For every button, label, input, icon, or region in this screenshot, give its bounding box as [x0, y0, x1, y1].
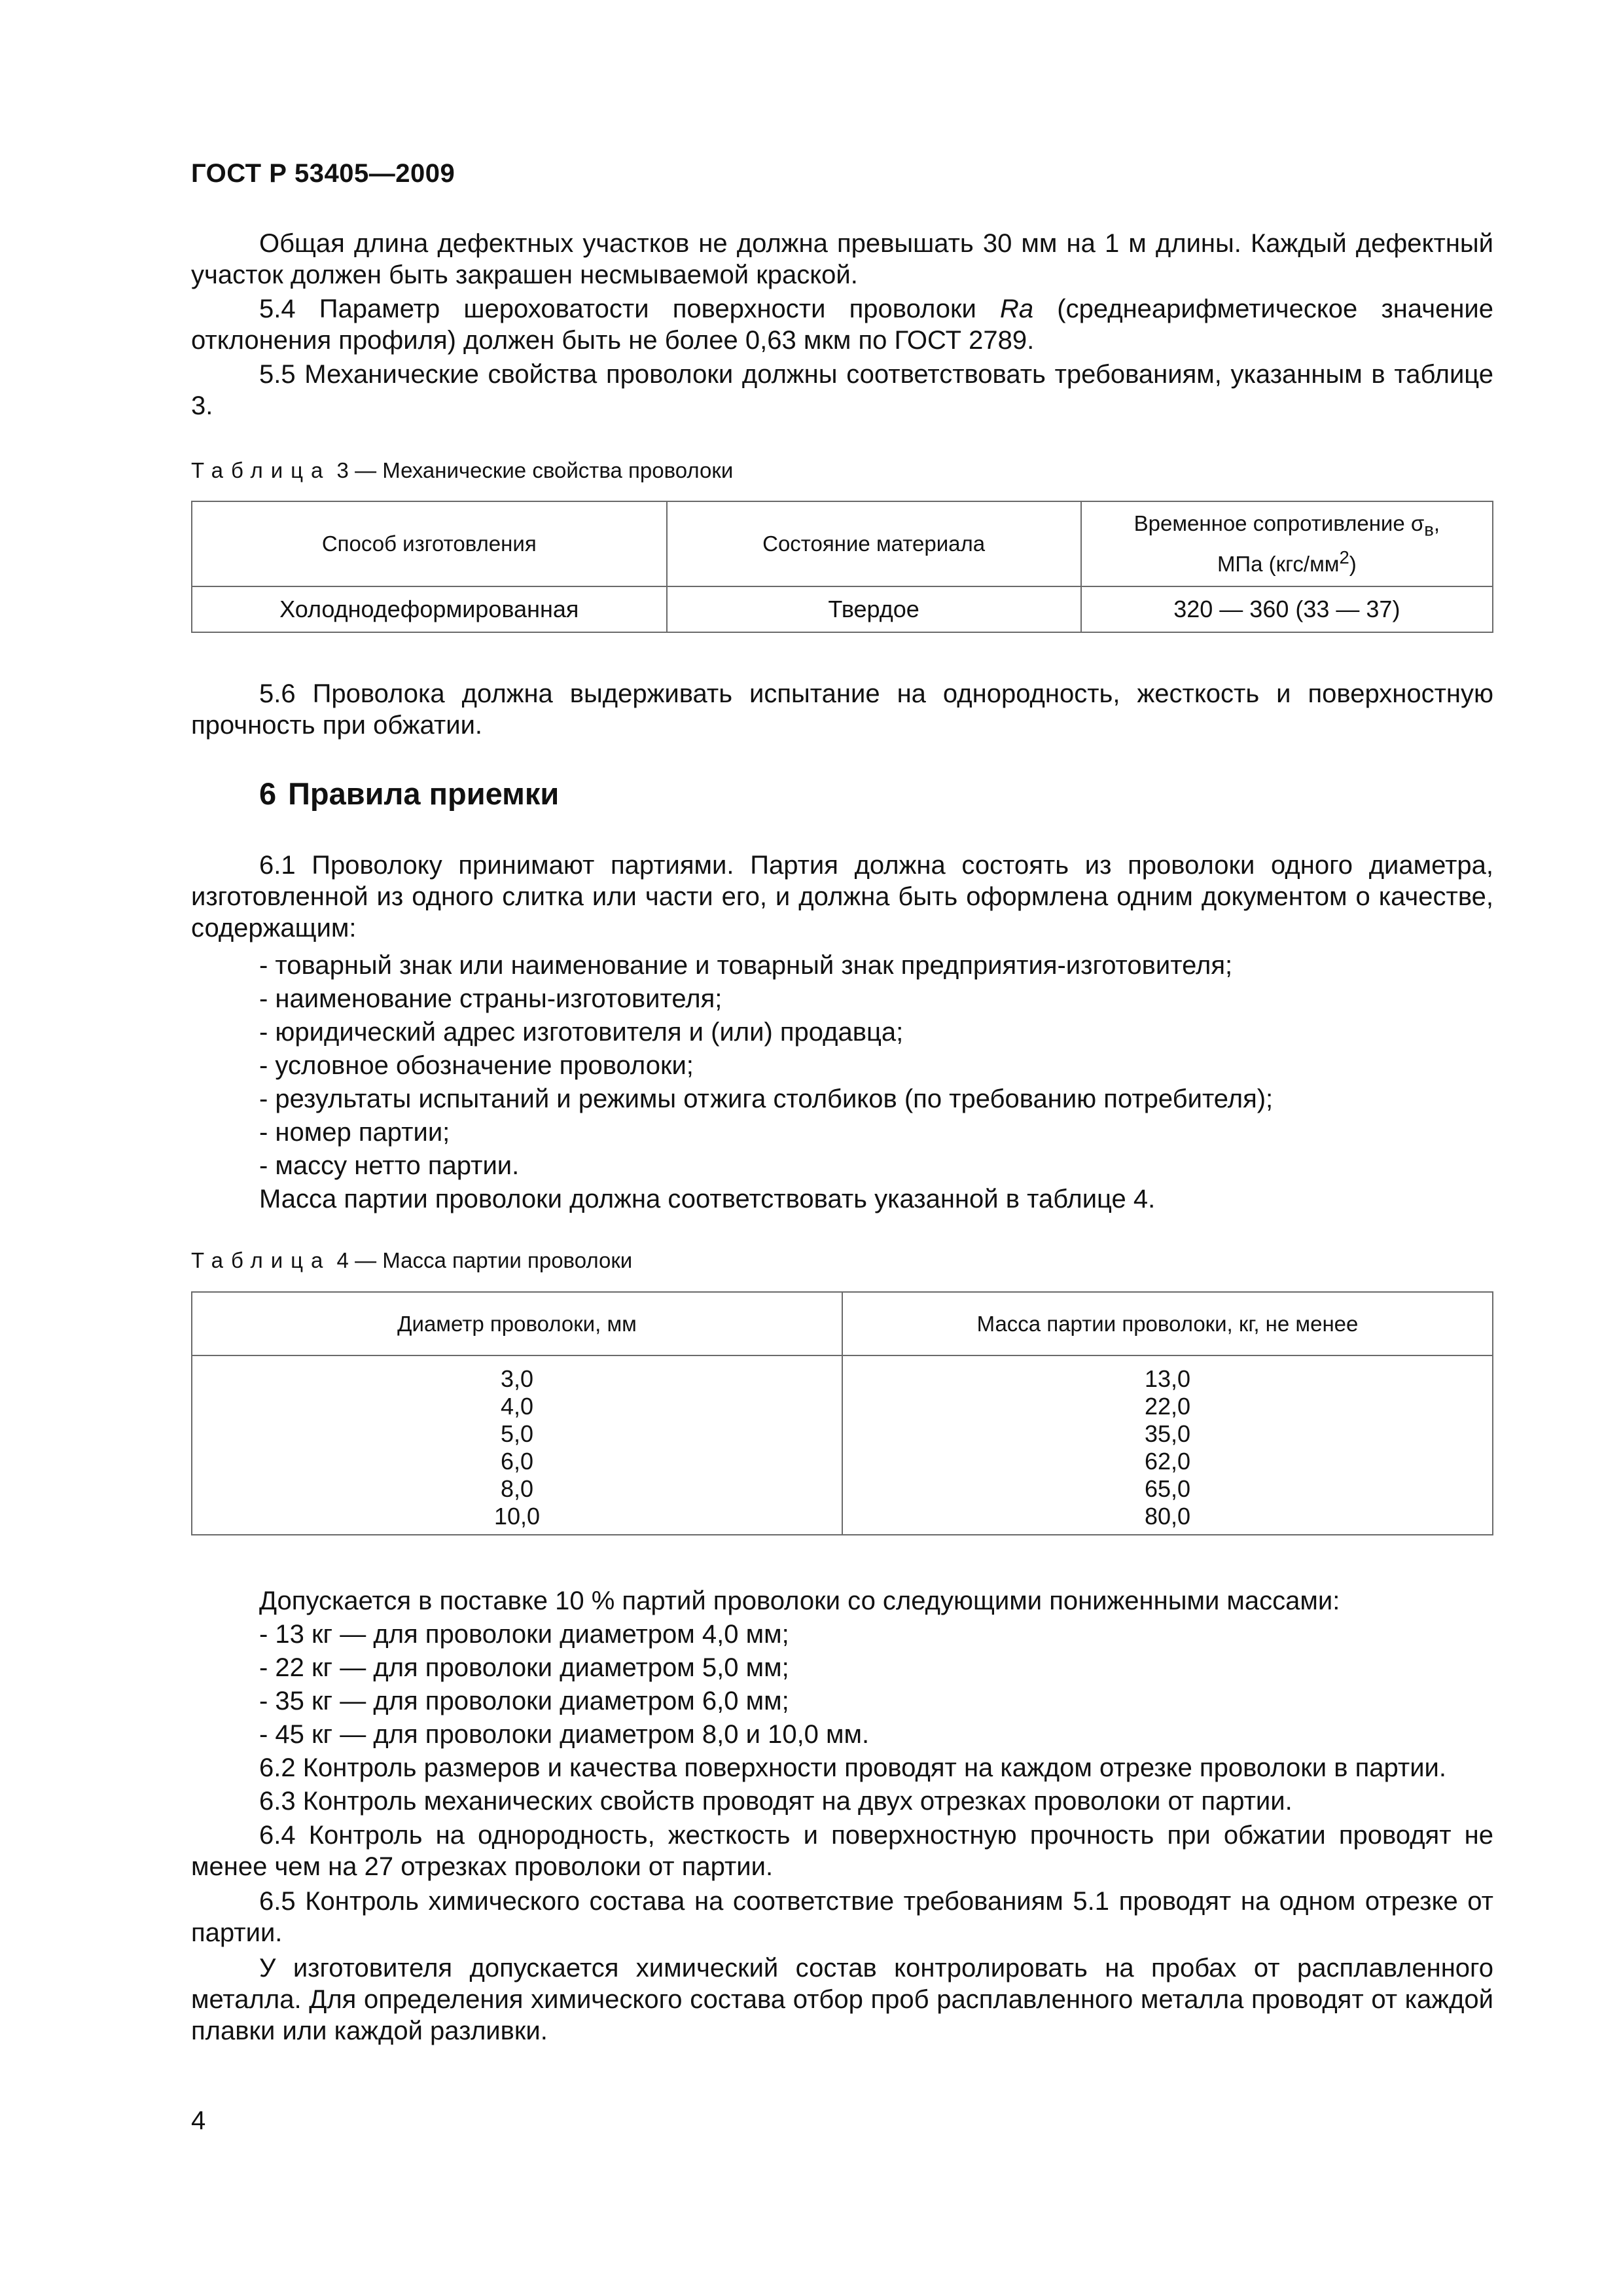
header-method: Способ изготовления	[192, 501, 667, 586]
paragraph-5-6: 5.6 Проволока должна выдерживать испытание на однородность, жесткость и поверхностную прочность при обжатии.	[191, 679, 1493, 740]
table-3-caption	[191, 458, 733, 483]
table-4-batch-mass	[191, 1291, 1493, 1535]
document-header: ГОСТ Р 53405—2009	[191, 159, 455, 188]
paragraph-6-4: 6.4 Контроль на однородность, жесткость и поверхностную прочность при обжатии проводят не менее чем на 27 отрезках проволоки от партии.	[191, 1821, 1493, 1881]
paragraph-defects: Общая длина дефектных участков не должна превышать 30 мм на 1 м длины. Каждый дефектный участок должен быть закрашен несмываемой краской.	[191, 229, 1493, 289]
paragraph-5-5: 5.5 Механические свойства проволоки должны соответствовать требованиям, указанным в таблице 3.	[191, 360, 1493, 420]
paragraph-mass: Масса партии проволоки должна соответствовать указанной в таблице 4.	[259, 1185, 1156, 1213]
mass-value: 35,0	[1144, 1420, 1191, 1447]
paragraph-6-3: 6.3 Контроль механических свойств проводят на двух отрезках проволоки от партии.	[259, 1787, 1293, 1816]
section-6-heading	[259, 776, 559, 812]
list-item: - 45 кг — для проволоки диаметром 8,0 и 10,0 мм.	[259, 1720, 870, 1749]
page-number: 4	[191, 2106, 206, 2135]
mass-value: 13,0	[1144, 1365, 1191, 1392]
diameter-value: 8,0	[500, 1475, 534, 1502]
header-strength-sub: в	[1424, 519, 1434, 540]
header-strength-line2: МПа (кгс/мм	[1217, 551, 1340, 576]
cell-strength: 320 — 360 (33 — 37)	[1081, 586, 1493, 632]
table-3-caption-label: Таблица	[191, 458, 331, 482]
cell-masses	[842, 1355, 1493, 1535]
cell-method: Холоднодеформированная	[192, 586, 667, 632]
mass-value: 65,0	[1144, 1475, 1191, 1502]
diameter-value: 10,0	[493, 1503, 541, 1530]
diameter-value: 4,0	[500, 1393, 534, 1420]
paragraph-5-4-start: 5.4 Параметр шероховатости поверхности проволоки	[259, 295, 1000, 323]
cell-state: Твердое	[667, 586, 1081, 632]
mass-value: 62,0	[1144, 1448, 1191, 1475]
table-4-caption	[191, 1248, 632, 1273]
list-item: - 13 кг — для проволоки диаметром 4,0 мм;	[259, 1620, 789, 1649]
paragraph-6-2: 6.2 Контроль размеров и качества поверхности проводят на каждом отрезке проволоки в партии.	[259, 1753, 1447, 1782]
paragraph-6-5: 6.5 Контроль химического состава на соответствие требованиям 5.1 проводят на одном отрезке от партии.	[191, 1887, 1493, 1947]
table-4-caption-label: Таблица	[191, 1248, 331, 1272]
list-item: - товарный знак или наименование и товарный знак предприятия-изготовителя;	[259, 951, 1233, 980]
list-item: - условное обозначение проволоки;	[259, 1051, 694, 1080]
header-strength-sup: 2	[1339, 547, 1349, 567]
table-header-row	[192, 501, 1493, 586]
header-diameter: Диаметр проволоки, мм	[192, 1292, 842, 1355]
list-item: - 22 кг — для проволоки диаметром 5,0 мм;	[259, 1653, 789, 1682]
table-header-row	[192, 1292, 1493, 1355]
reduced-mass-block	[259, 1585, 1493, 1818]
list-item: - юридический адрес изготовителя и (или) продавца;	[259, 1018, 904, 1047]
list-item: - 35 кг — для проволоки диаметром 6,0 мм;	[259, 1687, 789, 1715]
roughness-symbol: Ra	[1000, 295, 1034, 323]
list-item: - номер партии;	[259, 1118, 450, 1147]
section-6-number: 6	[259, 776, 277, 811]
table-4-caption-text: 4 — Масса партии проволоки	[330, 1248, 633, 1272]
paragraph-6-1: 6.1 Проволоку принимают партиями. Партия должна состоять из проволоки одного диаметра, изготовленной из одного слитка или части его, и должна быть оформлена одним документом о качестве, содержащим:	[191, 851, 1493, 942]
header-strength-line1: Временное сопротивление σ	[1133, 511, 1425, 536]
paragraph-5-4	[191, 293, 1493, 356]
list-document-contents	[259, 949, 1493, 1216]
header-strength-comma: ,	[1433, 511, 1440, 536]
diameter-value: 3,0	[500, 1365, 534, 1392]
diameter-value: 5,0	[500, 1420, 534, 1447]
paragraph-chemical: У изготовителя допускается химический состав контролировать на пробах от расплавленного металла. Для определения химического состава отбор проб расплавленного металла проводят от каждой плавки или каждой разливки.	[191, 1954, 1493, 2045]
list-item: - наименование страны-изготовителя;	[259, 984, 722, 1013]
table-row	[192, 586, 1493, 632]
paragraph-5-4-end: (среднеарифметическое значение отклонения профиля) должен быть не более 0,63 мкм по ГОСТ 2789.	[191, 295, 1494, 355]
mass-value: 22,0	[1144, 1393, 1191, 1420]
table-3-caption-text: 3 — Механические свойства проволоки	[330, 458, 734, 482]
diameter-value: 6,0	[500, 1448, 534, 1475]
cell-diameters	[192, 1355, 842, 1535]
list-item: - результаты испытаний и режимы отжига столбиков (по требованию потребителя);	[259, 1085, 1274, 1113]
mass-value: 80,0	[1144, 1503, 1191, 1530]
paragraph-allowed: Допускается в поставке 10 % партий проволоки со следующими пониженными массами:	[259, 1587, 1340, 1615]
table-3-mechanical-properties	[191, 501, 1493, 633]
header-mass: Масса партии проволоки, кг, не менее	[842, 1292, 1493, 1355]
table-row	[192, 1355, 1493, 1535]
list-item: - массу нетто партии.	[259, 1151, 520, 1180]
header-strength-close: )	[1349, 551, 1357, 576]
header-strength	[1081, 501, 1493, 586]
section-6-title: Правила приемки	[288, 776, 560, 811]
header-state: Состояние материала	[667, 501, 1081, 586]
